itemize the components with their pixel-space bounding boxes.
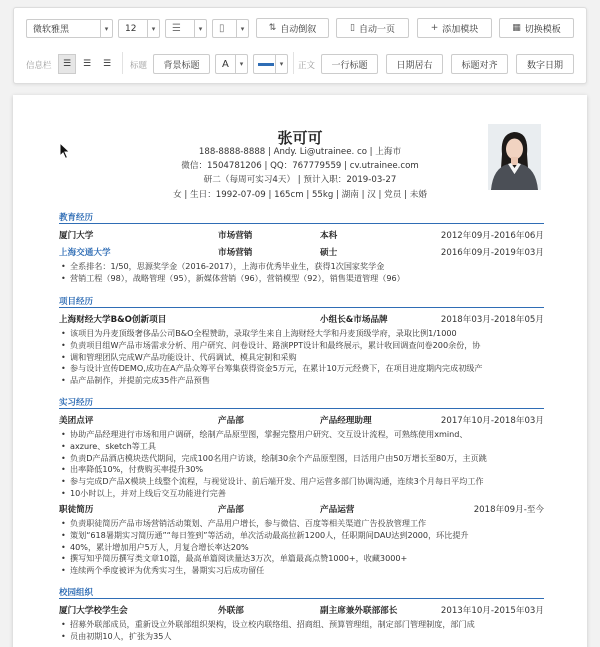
list-item: • 10小时以上，并对上线后交互功能进行完善 [59, 488, 544, 500]
list-item: • 40%，累计增加用户5万人，月复合增长率达20% [59, 542, 544, 554]
list-item: • 该项目为丹麦顶级奢侈品公司B&O全程赞助，录取学生来自上海财经大学和丹麦顶级学府，录取比例1/1000 [59, 328, 544, 340]
blue-line-swatch [258, 63, 274, 66]
intern2-bullets [59, 518, 544, 577]
org-bullets [59, 619, 544, 643]
availability-line: 研二（每周可实习4天） | 预计入职：2019-03-27 [203, 175, 397, 185]
align-right-icon: ☰ [102, 59, 112, 69]
list-item: • 协助产品经理进行市场和用户调研，绘制产品原型图，掌握完整用户研究、交互设计流程，可熟练使用xmind、 [59, 429, 544, 441]
list-item: • 负责职徒简历产品市场营销活动策划、产品用户增长，参与微信、百度等相关渠道广告投放管理工作 [59, 518, 544, 530]
font-color-select[interactable]: A ▾ [215, 54, 248, 74]
org-row: 厦门大学校学生会 外联部 副主席兼外联部部长 2013年10月-2015年03月 [59, 606, 544, 616]
section-internship: 实习经历 [59, 395, 544, 409]
title-background-button[interactable]: 背景标题 [153, 54, 210, 74]
list-item: • 负责项目组W产品市场需求分析、用户研究、问卷设计、路演PPT设计和最终展示，累计收回调查问卷200余份，协 [59, 340, 544, 352]
numeric-date-button[interactable]: 数字日期 [516, 54, 574, 74]
auto-onepage-button[interactable]: ▯ 自动一页 [336, 18, 409, 38]
page-icon: ▯ [219, 23, 225, 34]
page-icon: ▯ [350, 23, 355, 33]
candidate-name: 张可可 [277, 129, 323, 147]
list-item: • 营销工程（98），战略管理（95），新媒体营销（96），营销模型（92），销售渠道管理（96） [59, 273, 544, 285]
edu-row: 厦门大学 市场营销 本科 2012年09月-2016年06月 [59, 231, 544, 241]
list-item: • 策划“618暑期实习简历通”“每日签到”等活动，单次活动最高拉新1200人，任职期间DAU达到2000，环比提升 [59, 530, 544, 542]
font-size-select[interactable]: 12 ▾ [118, 19, 160, 38]
intern-row: 职徒简历 产品部 产品运营 2018年09月-至今 [59, 505, 544, 515]
list-item: • 全系排名：1/50，思源奖学金（2016-2017），上海市优秀毕业生，获得1次国家奖学金 [59, 261, 544, 273]
section-education: 教育经历 [59, 210, 544, 224]
line-color-select[interactable] [253, 54, 288, 74]
list-item: • 出率降低10%，付费购买率提升30% [59, 464, 544, 476]
contact-line: 188-8888-8888 | Andy. Li@utrainee. co | 上海市 [198, 147, 402, 157]
list-item: • 员由初期10人，扩张为35人 [59, 631, 544, 643]
title-label: 标题 [130, 61, 148, 71]
auto-reflow-button[interactable]: ⇅ 自动倒叙 [256, 18, 329, 38]
chevron-down-icon: ▾ [275, 55, 287, 73]
divider [122, 52, 123, 74]
line-spacing-icon: ☰ [172, 23, 181, 34]
info-bar-label: 信息栏 [26, 61, 52, 71]
font-family-select[interactable]: 微软雅黑 ▾ [26, 19, 113, 38]
one-line-title-button[interactable]: 一行标题 [321, 54, 378, 74]
project-bullets [59, 328, 544, 387]
list-item: • 参与设计宣传DEMO,成功在A产品众筹平台筹集获得资金5万元，在累计10万元经费下，在项目进度期内完成初级产 [59, 363, 544, 375]
edu-bullets [59, 261, 544, 285]
align-right-button[interactable] [98, 54, 116, 74]
align-left-icon: ☰ [62, 59, 72, 69]
chevron-down-icon: ▾ [194, 20, 206, 37]
list-item: • 负责D产品酒店模块迭代期间，完成100名用户访谈，绘制30余个产品原型图，日活用户由50万增长至80万，主页跳 [59, 453, 544, 465]
line-spacing-select[interactable] [165, 19, 207, 38]
switch-template-button[interactable]: ▦ 切换模板 [499, 18, 574, 38]
list-item: • 品产品制作，并提前完成35件产品预售 [59, 375, 544, 387]
section-projects: 项目经历 [59, 294, 544, 308]
profile-photo [488, 124, 541, 190]
list-item: • 撰写知乎简历撰写类文章10篇，最高单篇阅读量达3万次，单篇最高点赞1000+，收藏3000+ [59, 553, 544, 565]
list-item: • 参与完成D产品X模块上线整个流程，与视觉设计、前后端开发、用户运营多部门协调沟通，连续3个月每日平均工作 [59, 476, 544, 488]
section-campus: 校园组织 [59, 585, 544, 599]
edu-row: 上海交通大学 市场营销 硕士 2016年09月-2019年03月 [59, 248, 544, 258]
divider [293, 52, 294, 74]
chevron-down-icon: ▾ [100, 20, 112, 37]
list-item: • 招募外联部成员，重新设立外联部组织架构，设立校内联络组、招商组、预算管理组，制定部门管理制度，部门成 [59, 619, 544, 631]
align-center-button[interactable] [78, 54, 96, 74]
date-right-button[interactable]: 日期居右 [386, 54, 443, 74]
align-left-button[interactable] [58, 54, 76, 74]
add-module-button[interactable]: + 添加模块 [417, 18, 492, 38]
list-item: • 调和管理团队完成W产品功能设计、代码调试、模具定制和采购 [59, 352, 544, 364]
body-label: 正文 [298, 61, 316, 71]
align-center-icon: ☰ [82, 59, 92, 69]
title-align-button[interactable]: 标题对齐 [451, 54, 508, 74]
plus-icon: + [430, 23, 439, 33]
list-item: • axzure、sketch等工具 [59, 441, 544, 453]
chevron-down-icon: ▾ [147, 20, 159, 37]
chevron-down-icon: ▾ [236, 20, 248, 37]
project-row: 上海财经大学B&O创新项目 小组长&市场品牌 2018年03月-2018年05月 [59, 315, 544, 325]
list-item: • 连续两个季度被评为优秀实习生，暑期实习后成功留任 [59, 565, 544, 577]
chevron-down-icon: ▾ [235, 55, 247, 73]
contact-line-2: 微信：1504781206 | QQ：767779559 | cv.utrainee.com [181, 161, 419, 171]
page-size-select[interactable] [212, 19, 249, 38]
intern-row: 美团点评 产品部 产品经理助理 2017年10月-2018年03月 [59, 416, 544, 426]
reflow-icon: ⇅ [268, 23, 277, 33]
personal-info-line: 女 | 生日：1992-07-09 | 165cm | 55kg | 湖南 | 汉 | 党员 | 未婚 [173, 190, 427, 200]
grid-icon: ▦ [512, 23, 521, 33]
intern1-bullets [59, 429, 544, 500]
